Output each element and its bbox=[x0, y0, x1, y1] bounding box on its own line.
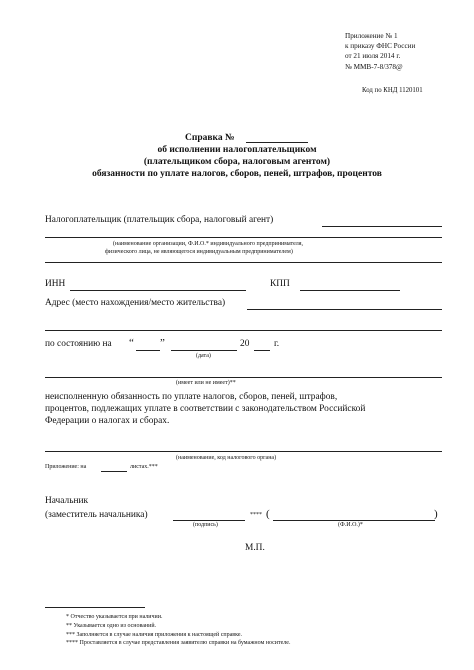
signature-stars: **** bbox=[250, 512, 262, 518]
footnote-4: **** Проставляется в случае представления заявителю справки на бумажном носителе. bbox=[66, 640, 291, 647]
address-field bbox=[247, 309, 442, 310]
taxpayer-hint-2: физического лица, не являющегося индивидуальным предпринимателем) bbox=[105, 249, 293, 255]
title-line-2: об исполнении налогоплательщиком bbox=[157, 145, 317, 155]
address-field-2 bbox=[45, 330, 442, 331]
inn-field bbox=[70, 290, 246, 291]
title-line-3: (плательщиком сбора, налоговым агентом) bbox=[143, 157, 331, 167]
header-line-4: № ММВ-7-8/378@ bbox=[345, 62, 403, 71]
footnote-1: * Отчество указывается при наличии. bbox=[66, 614, 163, 620]
signature-hint: (подпись) bbox=[193, 522, 218, 528]
footnote-2: ** Указывается одно из оснований. bbox=[66, 622, 157, 629]
statement-line-2: процентов, подлежащих уплате в соответствии с законодательством Российской bbox=[45, 404, 366, 414]
signature-field bbox=[173, 520, 245, 521]
year-suffix: г. bbox=[274, 339, 280, 349]
header-line-1: Приложение № 1 bbox=[345, 32, 398, 40]
statement-line-1: неисполненную обязанность по уплате налогов, сборов, пеней, штрафов, bbox=[45, 392, 338, 402]
as-of-label: по состоянию на bbox=[45, 339, 112, 349]
name-open-paren: ( bbox=[266, 508, 270, 520]
footnotes bbox=[66, 613, 290, 648]
signer-role-2: (заместитель начальника) bbox=[45, 510, 148, 520]
certificate-number-label: Справка № bbox=[185, 133, 235, 143]
attachment-suffix: листах.*** bbox=[130, 464, 158, 470]
kpp-field bbox=[300, 290, 400, 291]
status-hint: (имеет или не имеет)** bbox=[176, 380, 236, 386]
name-field bbox=[273, 520, 435, 521]
footnote-separator bbox=[45, 607, 145, 608]
taxpayer-name-field-3 bbox=[45, 262, 442, 263]
inn-label: ИНН bbox=[45, 279, 66, 289]
kpp-label: КПП bbox=[270, 279, 290, 289]
open-quote: “ bbox=[129, 337, 134, 349]
signer-role-1: Начальник bbox=[45, 496, 89, 506]
header-line-3: от 21 июля 2014 г. bbox=[345, 52, 401, 61]
year-prefix: 20 bbox=[240, 339, 250, 349]
footnote-3: *** Заполняется в случае наличия приложения к настоящей справке. bbox=[66, 631, 243, 638]
attachment-label: Приложение: на bbox=[45, 464, 87, 470]
name-close-paren: ) bbox=[434, 508, 438, 520]
status-field bbox=[45, 377, 442, 378]
date-hint: (дата) bbox=[196, 353, 211, 359]
year-field bbox=[254, 350, 270, 351]
stamp-place: М.П. bbox=[245, 543, 265, 553]
knd-code: Код по КНД 1120101 bbox=[362, 87, 423, 94]
close-quote: ” bbox=[160, 337, 165, 349]
name-hint: (Ф.И.О.)* bbox=[338, 522, 363, 528]
taxpayer-label: Налогоплательщик (плательщик сбора, налоговый агент) bbox=[45, 215, 274, 225]
tax-authority-hint: (наименование, код налогового органа) bbox=[176, 455, 277, 461]
attachment-pages-field bbox=[101, 471, 127, 472]
header-line-2: к приказу ФНС России bbox=[345, 42, 416, 51]
tax-authority-field bbox=[45, 451, 442, 452]
order-reference bbox=[345, 31, 415, 72]
title-line-4: обязанности по уплате налогов, сборов, пеней, штрафов, процентов bbox=[92, 169, 382, 179]
statement-line-3: Федерации о налогах и сборах. bbox=[45, 416, 170, 426]
certificate-number-blank bbox=[246, 142, 308, 143]
month-field bbox=[171, 350, 237, 351]
address-label: Адрес (место нахождения/место жительства) bbox=[45, 298, 226, 308]
taxpayer-hint-1: (наименование организации, Ф.И.О.* индивидуального предпринимателя, bbox=[113, 241, 304, 247]
taxpayer-name-field-2 bbox=[45, 237, 442, 238]
day-field bbox=[136, 350, 160, 351]
taxpayer-name-field bbox=[322, 226, 442, 227]
